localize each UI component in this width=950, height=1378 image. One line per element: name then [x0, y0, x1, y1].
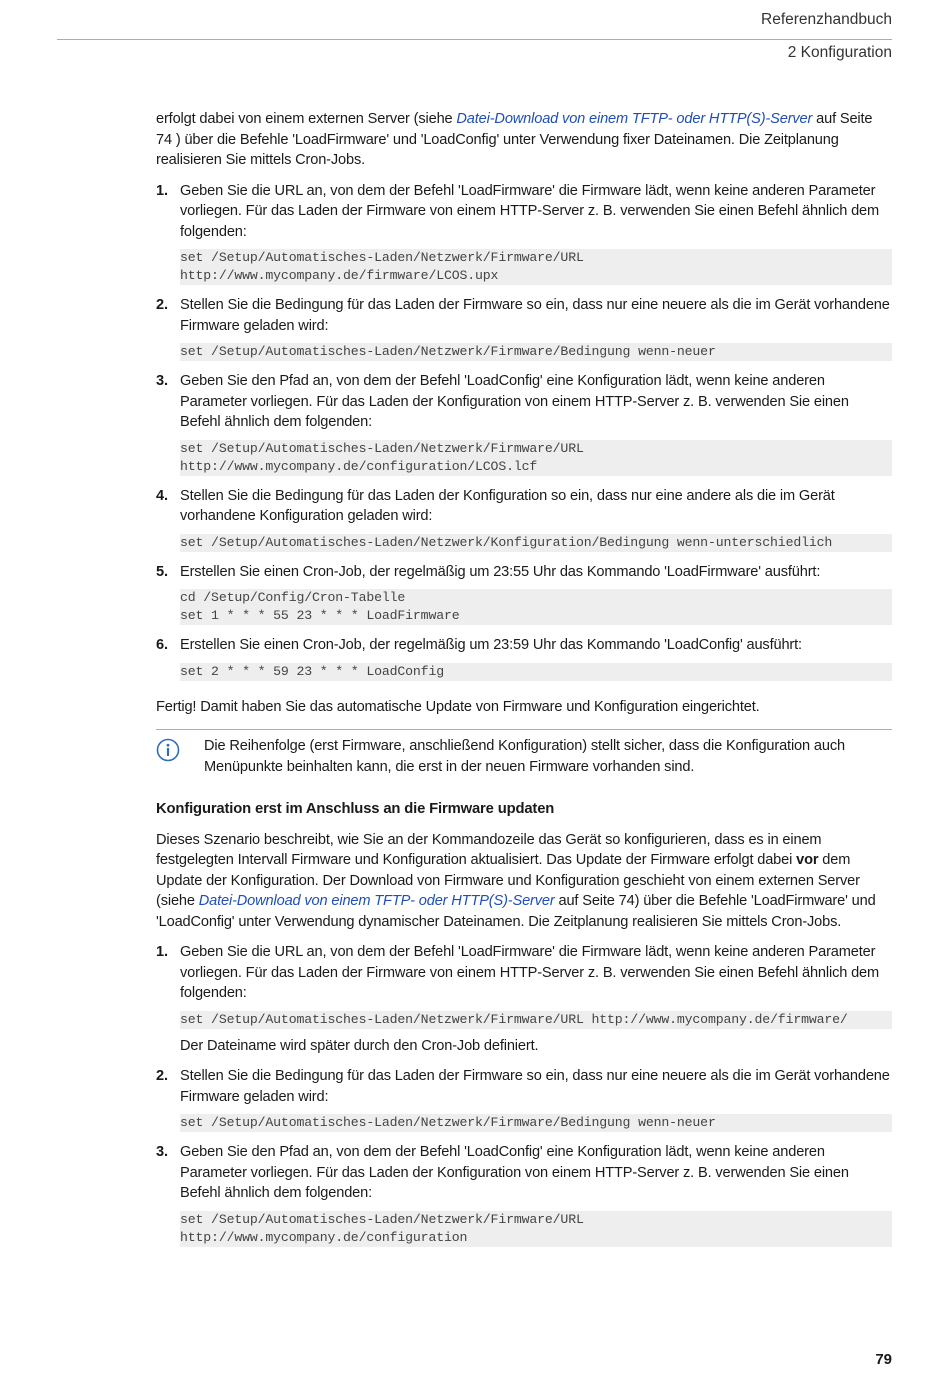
list-item [156, 1142, 892, 1247]
code-block [180, 534, 892, 552]
code-line: set /Setup/Automatisches-Laden/Netzwerk/Firmware/URL http://www.mycompany.de/firmware/ [180, 1011, 848, 1027]
code-line: set /Setup/Automatisches-Laden/Netzwerk/Firmware/URL [180, 1211, 584, 1227]
step-text: Stellen Sie die Bedingung für das Laden der Firmware so ein, dass nur eine neuere als die im Gerät vorhandene Firmware geladen wird: [180, 297, 890, 334]
page-number: 79 [875, 1351, 892, 1368]
code-block [180, 1211, 892, 1247]
step-number: 2. [156, 297, 168, 313]
section-text-bold: vor [796, 852, 819, 868]
step-subtext: Der Dateiname wird später durch den Cron-Job definiert. [180, 1037, 539, 1054]
code-line: http://www.mycompany.de/configuration/LCOS.lcf [180, 458, 538, 474]
code-block [180, 343, 892, 361]
list-item [156, 635, 892, 681]
header-divider [57, 39, 892, 40]
step-number: 3. [156, 1144, 168, 1160]
step-number: 2. [156, 1068, 168, 1084]
code-line: set /Setup/Automatisches-Laden/Netzwerk/Firmware/Bedingung wenn-neuer [180, 344, 716, 359]
code-line: set /Setup/Automatisches-Laden/Netzwerk/Firmware/Bedingung wenn-neuer [180, 1115, 716, 1130]
step-text: Geben Sie den Pfad an, von dem der Befehl 'LoadConfig' eine Konfiguration lädt, wenn keine anderen Parameter vorliegen. Für das Laden der Konfiguration von einem HTTP-Server z. B. verwenden Sie einen Befehl ähnlich dem folgenden: [180, 373, 849, 430]
step-text: Erstellen Sie einen Cron-Job, der regelmäßig um 23:55 Uhr das Kommando 'LoadFirmware' ausführt: [180, 563, 821, 580]
section-link[interactable]: Datei-Download von einem TFTP- oder HTTP(S)-Server [198, 893, 555, 909]
note-text: Die Reihenfolge (erst Firmware, anschließend Konfiguration) stellt sicher, dass die Konfiguration auch Menüpunkte beinhalten kann, die erst in der neuen Firmware vorhanden sind. [204, 738, 845, 775]
code-line: cd /Setup/Config/Cron-Tabelle [180, 590, 406, 605]
code-line: set /Setup/Automatisches-Laden/Netzwerk/Konfiguration/Bedingung wenn-unterschiedlich [180, 534, 833, 550]
step-number: 6. [156, 637, 168, 653]
code-line: set 2 * * * 59 23 * * * LoadConfig [180, 663, 444, 679]
step-text: Stellen Sie die Bedingung für das Laden der Firmware so ein, dass nur eine neuere als die im Gerät vorhandene Firmware geladen wird: [180, 1068, 890, 1105]
steps-list-dynamic [156, 942, 892, 1247]
list-item [156, 1066, 892, 1132]
step-text: Erstellen Sie einen Cron-Job, der regelmäßig um 23:59 Uhr das Kommando 'LoadConfig' ausführt: [180, 637, 802, 653]
header-title: Referenzhandbuch [761, 11, 892, 28]
step-number: 4. [156, 487, 168, 504]
intro-link[interactable]: Datei-Download von einem TFTP- oder HTTP(S)-Server [456, 111, 813, 127]
code-line: set /Setup/Automatisches-Laden/Netzwerk/Firmware/URL [180, 440, 584, 456]
section-heading: Konfiguration erst im Anschluss an die Firmware updaten [156, 801, 555, 817]
code-line: http://www.mycompany.de/configuration [180, 1229, 468, 1245]
intro-text-post: auf Seite 74 ) über die Befehle 'LoadFirmware' und 'LoadConfig' unter Verwendung fixer Dateinamen. Die Zeitplanung realisieren Sie mittels Cron-Jobs. [156, 111, 873, 168]
list-item [156, 295, 892, 361]
step-number: 1. [156, 182, 168, 199]
section-paragraph [156, 830, 892, 933]
info-icon [156, 738, 180, 762]
list-item [156, 942, 892, 1056]
intro-text-pre: erfolgt dabei von einem externen Server (siehe [156, 111, 457, 127]
step-text: Geben Sie die URL an, von dem der Befehl 'LoadFirmware' die Firmware lädt, wenn keine anderen Parameter vorliegen. Für das Laden der Firmware von einem HTTP-Server z. B. verwenden Sie einen Befehl ähnlich dem folgenden: [180, 182, 880, 240]
code-line: set /Setup/Automatisches-Laden/Netzwerk/Firmware/URL [180, 250, 584, 265]
step-text: Geben Sie den Pfad an, von dem der Befehl 'LoadConfig' eine Konfiguration lädt, wenn keine anderen Parameter vorliegen. Für das Laden der Konfiguration von einem HTTP-Server z. B. verwenden Sie einen Befehl ähnlich dem folgenden: [180, 1144, 849, 1201]
step-number: 3. [156, 373, 168, 389]
code-block [180, 249, 892, 285]
header-chapter: 2 Konfiguration [787, 44, 892, 61]
code-line: http://www.mycompany.de/firmware/LCOS.upx [180, 268, 499, 283]
list-item [156, 371, 892, 476]
code-block [180, 1114, 892, 1132]
info-note [156, 729, 892, 777]
list-item [156, 562, 892, 626]
steps-list-fixed [156, 181, 892, 681]
code-block [180, 663, 892, 681]
step-number: 1. [156, 944, 168, 960]
section-text-pre: Dieses Szenario beschreibt, wie Sie an der Kommandozeile das Gerät so konfigurieren, dass es in einem festgelegten Intervall Firmware und Konfiguration aktualisiert. Das Update der Firmware erfolgt dabei [156, 831, 822, 868]
page-content [156, 109, 892, 1257]
step-text: Geben Sie die URL an, von dem der Befehl 'LoadFirmware' die Firmware lädt, wenn keine anderen Parameter vorliegen. Für das Laden der Firmware von einem HTTP-Server z. B. verwenden Sie einen Befehl ähnlich dem folgenden: [180, 944, 880, 1001]
code-line: set 1 * * * 55 23 * * * LoadFirmware [180, 608, 460, 623]
section-text-post: auf Seite 74) über die Befehle 'LoadFirmware' und 'LoadConfig' unter Verwendung dynamischer Dateinamen. Die Zeitplanung realisieren Sie mittels Cron-Jobs. [156, 893, 876, 930]
list-item [156, 486, 892, 552]
code-block [180, 589, 892, 625]
code-block [180, 1011, 892, 1029]
list-item [156, 181, 892, 286]
section-text-mid: dem Update der Konfiguration. Der Download von Firmware und Konfiguration geschieht von einem externen Server (siehe [156, 852, 860, 909]
step-text: Stellen Sie die Bedingung für das Laden der Konfiguration so ein, dass nur eine andere als die im Gerät vorhandene Konfiguration geladen wird: [180, 487, 835, 524]
step-number: 5. [156, 563, 168, 580]
done-text: Fertig! Damit haben Sie das automatische Update von Firmware und Konfiguration eingerichtet. [156, 698, 760, 715]
intro-paragraph [156, 109, 892, 171]
code-block [180, 440, 892, 476]
